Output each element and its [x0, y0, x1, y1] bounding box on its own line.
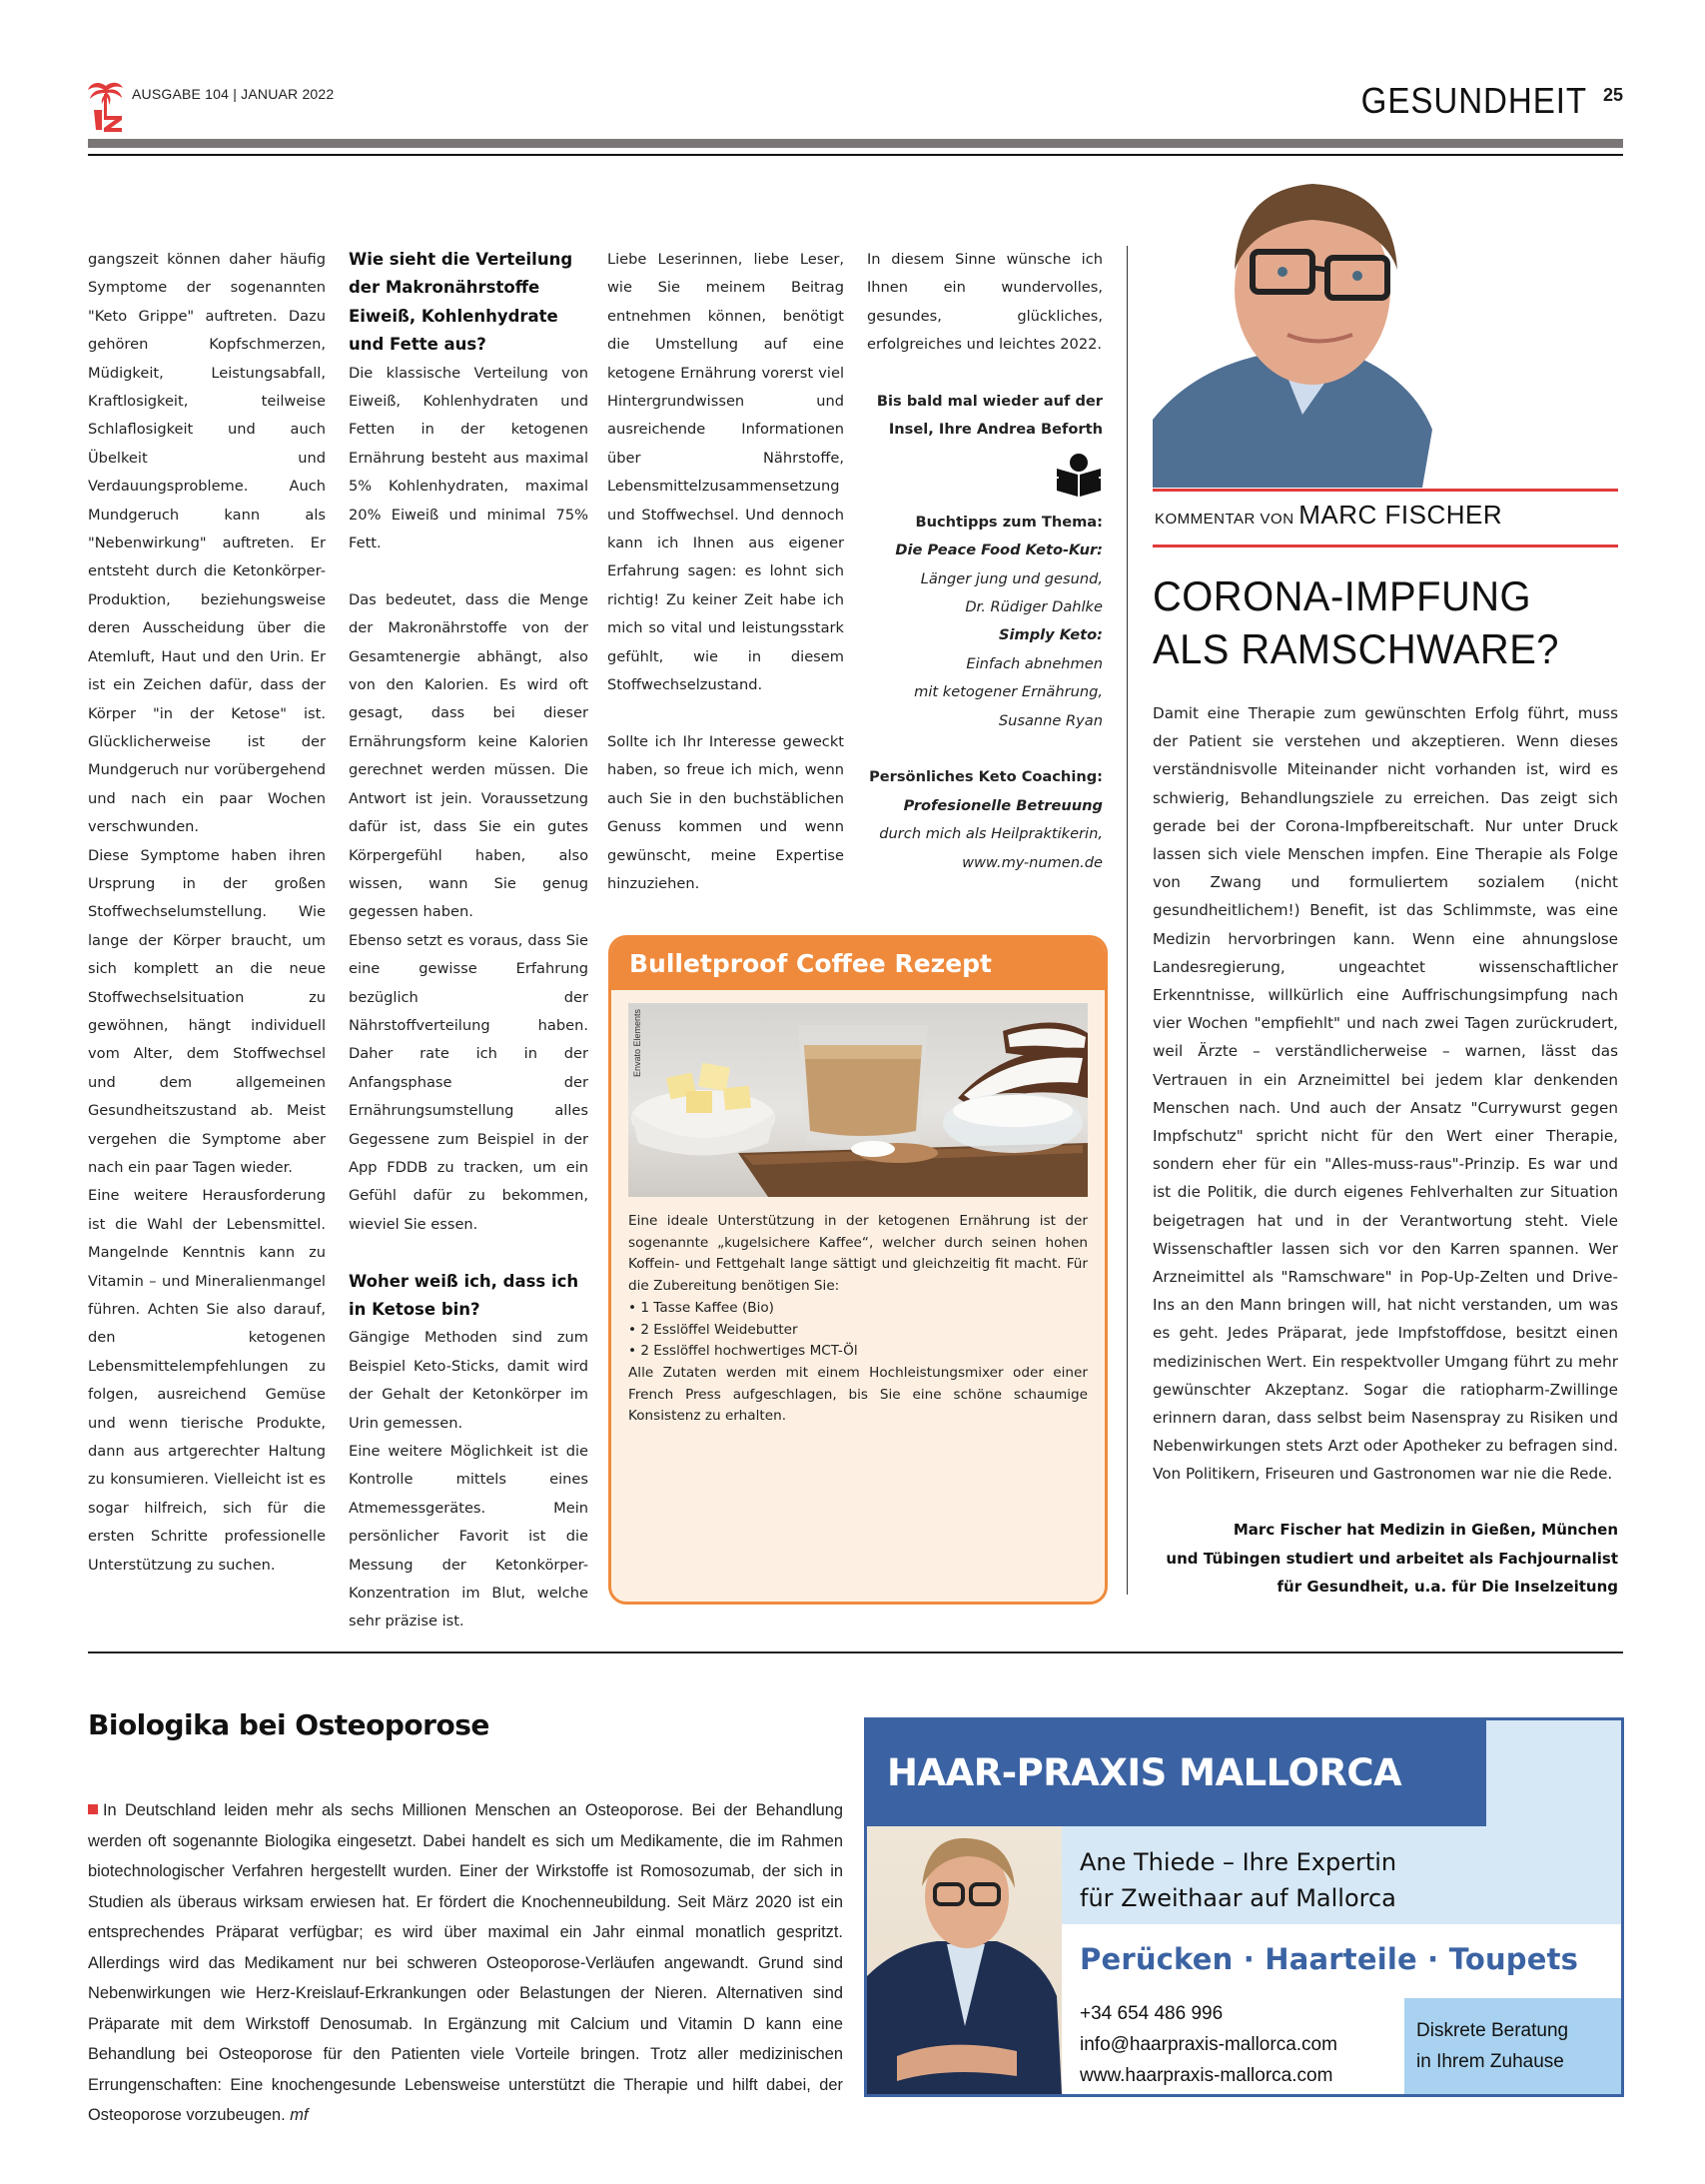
column-divider	[1127, 246, 1128, 1595]
page-number: 25	[1602, 85, 1623, 105]
reading-person-icon	[1055, 453, 1103, 497]
ad-products: Perücken · Haarteile · Toupets	[1080, 1942, 1579, 1976]
ad-title: HAAR-PRAXIS MALLORCA	[867, 1720, 1486, 1826]
ad-discreet-consultation: Diskrete Beratung in Ihrem Zuhause	[1404, 1998, 1621, 2094]
coffee-illustration	[628, 1003, 1088, 1197]
commentary-body: Damit eine Therapie zum gewünschten Erfolg führt, muss der Patient sie verstehen und akzeptieren. Wenn dieses verständnisvolle Miteinander nicht vorhanden ist, wird es schwierig, Behandlungsziele zu erreichen. Das zeigt sich gerade bei der Corona-Impfbereitschaft. Nur unter Druck lassen sich viele Menschen impfen. Eine Therapie als Folge von Zwang und formuliertem sozialem (nicht gesundheitlichem!) Benefit, ist das Schlimmste, was eine Medizin hervorbringen kann. Wenn eine ahnungslose Landesregierung, ungeachtet wissenschaftlicher Erkenntnisse, willkürlich eine Auffrischungsimpfung nach vier Wochen "empfiehlt" und nach zwei Tagen zurückrudert, weil Ärzte – verständlicherweise – warnen, lässt das Vertrauen in ein Arzneimittel bei jedem klar denkenden Menschen nach. Und auch der Ansatz "Currywurst gegen Impfschutz" spricht nicht für den Wert einer Therapie, sondern eher für ein "Alles-muss-raus"-Prinzip. Es war und ist die Politik, die durch eigenes Fehlverhalten zur Situation beigetragen hat und in der Verantwortung steht. Viele Wissenschaftler lassen sich vor den Karren spannen. Wer Arzneimittel als "Ramschware" in Pop-Up-Zelten und Drive-Ins an den Mann bringen will, hat nicht verstanden, um was es geht. Jedes Präparat, jede Impfstoffdose, besitzt einen medizinischen Wert. Ein respektvoller Umgang führt zu mehr gewünschter Akzeptanz. Sogar die ratiopharm-Zwillinge erinnern daran, dass selbst beim Nasenspray zu Risiken und Nebenwirkungen stets Arzt oder Apotheker zu befragen sind. Von Politikern, Friseuren und Gastronomen war nie die Rede.	[1153, 704, 1618, 1484]
paragraph: Ebenso setzt es voraus, dass Sie eine gewisse Erfahrung bezüglich der Nährstoffverteilung haben. Daher rate ich in der Anfangsphase der Ernährungsumstellung alles Gegessene zum Beispiel in der App FDDB zu tracken, um ein Gefühl dafür zu bekommen, wieviel Sie essen.	[349, 931, 588, 1233]
ingredient: • 2 Esslöffel hochwertiges MCT-Öl	[628, 1343, 858, 1360]
section-title: GESUNDHEIT	[1360, 80, 1587, 121]
paragraph: Liebe Leserinnen, liebe Leser, wie Sie meinem Beitrag entnehmen können, benötigt die Umstellung auf eine ketogene Ernährung vorerst viel Hintergrundwissen und ausreichende Informationen über Nährstoffe, Lebensmittelzusammensetzung und Stoffwechsel. Und dennoch kann ich Ihnen aus eigener Erfahrung sagen: es lohnt sich richtig! Zu keiner Zeit habe ich mich so vital und leistungsstark gefühlt, wie in diesem Stoffwechselzustand.	[607, 251, 844, 694]
paragraph: Das bedeutet, dass die Menge der Makronährstoffe von der Gesamtenergie abhängt, also von den Kalorien. Es wird oft gesagt, dass bei dieser Ernährungsform keine Kalorien gerechnet werden müssen. Die Antwort ist jein. Voraussetzung dafür ist, dass Sie ein gutes Körpergefühl haben, also wissen, wann Sie genug gegessen haben.	[349, 590, 588, 921]
author-name: MARC FISCHER	[1298, 500, 1503, 530]
section-separator	[88, 1651, 1623, 1653]
paragraph: Gängige Methoden sind zum Beispiel Keto-Sticks, damit wird der Gehalt der Ketonkörper im Urin gemessen.	[349, 1329, 588, 1432]
commentary-headline: CORONA-IMPFUNG ALS RAMSCHWARE?	[1153, 572, 1559, 672]
book-title: Simply Keto:	[998, 626, 1103, 644]
book-tips: Buchtipps zum Thema: Die Peace Food Keto-Kur: Länger jung und gesund, Dr. Rüdiger Dahlke Simply Keto: Einfach abnehmen mit ketogener Ernährung, Susanne Ryan Persönliches Keto Coaching: Profesionelle Betreuung durch mich als Heilpraktikerin, www.my-numen.de	[867, 509, 1103, 877]
paragraph: In diesem Sinne wünsche ich Ihnen ein wundervolles, gesundes, glückliches, erfolgreiches und leichtes 2022.	[867, 251, 1103, 354]
subheading: Woher weiß ich, dass ich in Ketose bin?	[349, 1271, 579, 1319]
book-author: Susanne Ryan	[998, 711, 1103, 729]
recipe-outro: Alle Zutaten werden mit einem Hochleistungsmixer oder einer French Press aufgeschlagen, bis Sie eine schöne schaumige Konsistenz zu erhalten.	[628, 1364, 1088, 1425]
red-rule	[1153, 545, 1618, 547]
ingredient: • 1 Tasse Kaffee (Bio)	[628, 1299, 774, 1316]
paragraph: Eine weitere Herausforderung ist die Wahl der Lebensmittel. Mangelnde Kenntnis kann zu Vitamin – und Mineralienmangel führen. Achten Sie also darauf, den ketogenen Lebensmittelempfehlungen zu folgen, ausreichend Gemüse und wenn tierische Produkte, dann aus artgerechter Haltung zu konsumieren. Vielleicht ist es sogar hilfreich, sich für die ersten Schritte professionelle Unterstützung zu suchen.	[88, 1187, 326, 1574]
paragraph: Diese Symptome haben ihren Ursprung in der großen Stoffwechselumstellung. Wie lange der Körper braucht, um sich komplett an die neue Stoffwechselsituation zu gewöhnen, hängt individuell vom Alter, dem Stoffwechsel und dem allgemeinen Gesundheitszustand ab. Meist vergehen die Symptome aber nach ein paar Tagen wieder.	[88, 846, 326, 1176]
website-link[interactable]: www.haarpraxis-mallorca.com	[1080, 2065, 1333, 2086]
author-portrait	[1153, 170, 1462, 488]
ingredient: • 2 Esslöffel Weidebutter	[628, 1321, 798, 1338]
header-gray-bar	[88, 139, 1623, 148]
book-author: Dr. Rüdiger Dahlke	[965, 598, 1103, 616]
recipe-title: Bulletproof Coffee Rezept	[611, 938, 1105, 990]
paragraph: Sollte ich Ihr Interesse geweckt haben, so freue ich mich, wenn auch Sie in den buchstäblichen Genuss kommen und wenn gewünscht, meine Expertise hinzuziehen.	[607, 732, 844, 892]
red-rule	[1153, 489, 1618, 492]
ad-tagline: Ane Thiede – Ihre Expertin für Zweithaar auf Mallorca	[1080, 1848, 1397, 1912]
author-bio: Marc Fischer hat Medizin in Gießen, München und Tübingen studiert und arbeitet als Fachjournalist für Gesundheit, u.a. für Die Inselzeitung	[1166, 1521, 1618, 1596]
recipe-text	[611, 1197, 1105, 1428]
palm-logo-icon	[88, 80, 124, 132]
email-link[interactable]: info@haarpraxis-mallorca.com	[1080, 2034, 1337, 2055]
red-square-marker	[88, 1804, 98, 1814]
keto-article-column-4	[867, 246, 1103, 877]
signoff: Bis bald mal wieder auf der Insel, Ihre Andrea Beforth	[876, 393, 1103, 439]
author-initials: mf	[290, 2106, 309, 2124]
recipe-box	[608, 935, 1108, 1605]
recipe-intro: Eine ideale Unterstützung in der ketogenen Ernährung ist der sogenannte „kugelsichere Kaffee“, welcher durch seinen hohen Koffein- und Fettgehalt lange sättigt und gleichzeitig fit macht. Für die Zubereitung benötigen Sie:	[628, 1213, 1088, 1295]
book-title: Die Peace Food Keto-Kur:	[895, 542, 1103, 559]
image-credit: Envato Elements	[632, 1009, 642, 1078]
keto-article-column-2	[349, 246, 588, 1637]
paragraph: gangszeit können daher häufig Symptome der sogenannten "Keto Grippe" auftreten. Dazu gehören Kopfschmerzen, Müdigkeit, Leistungsabfall, Kraftlosigkeit, teilweise Schlaflosigkeit und auch Übelkeit und Verdauungsprobleme. Auch Mundgeruch kann als "Nebenwirkung" auftreten. Er entsteht durch die Ketonkörper-Produktion, beziehungsweise deren Ausscheidung über die Atemluft, Haut und den Urin. Er ist ein Zeichen dafür, dass der Körper "in der Ketose" ist. Glücklicherweise ist der Mundgeruch nur vorübergehend und nach ein paar Wochen verschwunden.	[88, 251, 326, 836]
ad-portrait-photo	[867, 1826, 1062, 2094]
phone-number[interactable]: +34 654 486 996	[1080, 2003, 1224, 2024]
osteoporose-title: Biologika bei Osteoporose	[88, 1708, 489, 1741]
ad-contact	[1080, 1998, 1337, 2091]
paragraph: Eine weitere Möglichkeit ist die Kontrolle mittels eines Atmemessgerätes. Mein persönlicher Favorit ist die Messung der Ketonkörper-Konzentration im Blut, welche sehr präzise ist.	[349, 1443, 588, 1631]
issue-label: AUSGABE 104 | JANUAR 2022	[132, 86, 335, 102]
paragraph: Die klassische Verteilung von Eiweiß, Kohlenhydraten und Fetten in der ketogenen Ernährung besteht aus maximal 5% Kohlenhydraten, maximal 20% Eiweiß und minimal 75% Fett.	[349, 364, 588, 552]
coaching-url-link[interactable]: www.my-numen.de	[962, 853, 1103, 871]
keto-article-column-3	[607, 246, 844, 898]
subheading: Wie sieht die Verteilung der Makronährstoffe Eiweiß, Kohlenhydrate und Fette aus?	[349, 250, 573, 355]
keto-article-column-1	[88, 246, 326, 1580]
osteoporose-body: In Deutschland leiden mehr als sechs Millionen Menschen an Osteoporose. Bei der Behandlung werden oft sogenannte Biologika eingesetzt. Dabei handelt es sich um Medikamente, die im Rahmen biotechnologischer Verfahren hergestellt wurden. Einer der Wirkstoffe ist Romosozumab, der sich in Studien als überaus wirksam erwiesen hat. Er fördert die Knochenneubildung. Seit März 2020 ist ein entsprechendes Präparat verfügbar; es wird über maximal ein Jahr einmal monatlich gespritzt. Allerdings wird das Medikament nur bei schweren Osteoporose-Verläufen angewandt. Grund sind Nebenwirkungen wie Herz-Kreislauf-Erkrankungen oder Belastungen der Nieren. Alternativen sind Präparate mit dem Wirkstoff Denosumab. In Ergänzung mit Calcium und Vitamin D kann eine Behandlung bei Osteoporose für den Patienten viele Vorteile bringen. Trotz aller medizinischen Errungenschaften: Eine knochengesunde Lebensweise unterstützt die Therapie und hilft dabei, der Osteoporose vorzubeugen. mf	[88, 1801, 843, 2124]
header-rule	[88, 154, 1623, 156]
haar-praxis-advertisement[interactable]	[864, 1717, 1624, 2097]
commentary-byline: KOMMENTAR VON MARC FISCHER	[1155, 500, 1503, 530]
recipe-photo	[628, 1003, 1088, 1197]
